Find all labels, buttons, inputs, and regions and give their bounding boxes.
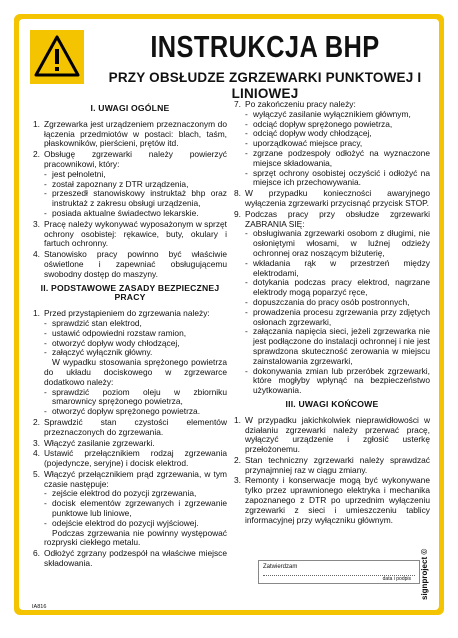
sub-item: - został zapoznany z DTR urządzenia, xyxy=(44,178,189,189)
list-item: 4. Stanowisko pracy powinno być właściwie oświetlone i zapewniać obsługującemu swobodny dostęp do maszyny. xyxy=(33,249,227,279)
date-sign-label: data i podpis xyxy=(382,576,411,582)
sub-item: - odejście elektrod do pozycji wyjściowej. xyxy=(44,517,199,528)
warning-triangle-icon xyxy=(30,30,84,84)
sub-item: - dokonywania zmian lub przeróbek zgrzewarki, które mogłyby wpłynąć na bezpieczeństwo użytkowania. xyxy=(245,365,430,396)
list-item: 6. Odłożyć zgrzany podzespół na właściwe miejsce składowania. xyxy=(33,548,227,569)
sub-item: - załączyć wyłącznik główny. xyxy=(44,347,153,358)
section-heading: III. UWAGI KOŃCOWE xyxy=(285,398,379,409)
sub-item: - docisk elementów zgrzewanych i zgrzewanie punktowe lub liniowe, xyxy=(44,498,227,519)
list-item: 7. Po zakończeniu pracy należy: - wyłączyć zasilanie wyłącznikiem głównym, - odciąć dopływ sprężonego powietrza, - odciąć dopływ wody chłodzącej, - uporządkować miejsce pracy, - zgrzane podzespoły odłożyć na wyznaczone miejsce składowania, - sprzęt ochrony osobistej oczyścić i odłożyć na miejsce ich przechowywania. xyxy=(234,99,430,188)
list-item: 5. Włączyć przełącznikiem prąd zgrzewania, w tym czasie następuje: - zejście elektrod do pozycji zgrzewania, - docisk elementów zgrzewanych i zgrzewanie punktowe lub liniowe, - odejście elektrod do pozycji wyjściowej. Podczas zgrzewania nie powinny występować rozpryski ciekłego metalu. xyxy=(33,468,227,548)
approval-label: Zatwierdzam xyxy=(263,564,298,570)
list-item: 1. Zgrzewarka jest urządzeniem przeznaczonym do łączenia przedmiotów w postaci: blach, taśm, płaskowników, pierścieni, prętów itd. xyxy=(33,118,227,149)
sub-item: - przeszedł stanowiskowy instruktaż bhp oraz instruktaż z zakresu obsługi urządzenia, xyxy=(44,188,227,209)
left-column xyxy=(33,100,227,570)
list-item: 3. Remonty i konserwacje mogą być wykonywane tylko przez uprawnionego elektryka i mechanika zapoznanego z DTR po uprzednim wyłączeniu zgrzewarki z sieci i umieszczeniu tablicy informacyjnej przy wyłączniku głównym. xyxy=(234,475,430,525)
sub-item: - obsługiwania zgrzewarki osobom z długimi, nie osłoniętymi włosami, w luźnej odzieży ochronnej oraz noszącym biżuterię, xyxy=(245,228,430,258)
list-item: 2. Stan techniczny zgrzewarki należy sprawdzać przynajmniej raz w ciągu zmiany. xyxy=(234,454,430,475)
sub-item: - odciąć dopływ sprężonego powietrza, xyxy=(245,118,393,129)
product-code: IA816 xyxy=(32,604,47,610)
sub-item: - ustawić odpowiedni rozstaw ramion, xyxy=(44,327,187,338)
brand-mark: signproject © xyxy=(420,548,429,600)
list-item: 4. Ustawić przełącznikiem rodzaj zgrzewania (pojedyncze, seryjne) i docisk elektrod. xyxy=(33,448,227,469)
sub-item: - sprawdzić poziom oleju w zbiorniku smarownicy sprężonego powietrza, xyxy=(44,386,227,407)
sub-item: - odciąć dopływ wody chłodzącej, xyxy=(245,128,372,139)
list-item: 1. Przed przystąpieniem do zgrzewania należy: - sprawdzić stan elektrod, - ustawić odpowiedni rozstaw ramion, - otworzyć dopływ wody chłodzącej, - załączyć wyłącznik główny. W wypadku stosowania sprężonego powietrza do układu dociskowego w zgrzewarce dodatkowo należy: - sprawdzić poziom oleju w zbiorniku smarownicy sprężonego powietrza, - otworzyć dopływ sprężonego powietrza. xyxy=(33,308,227,417)
section-heading: II. PODSTAWOWE ZASADY BEZPIECZNEJ PRACY xyxy=(40,282,220,303)
sub-item: - sprawdzić stan elektrod, xyxy=(44,317,142,328)
sub-item: - zejście elektrod do pozycji zgrzewania, xyxy=(44,488,197,499)
sub-item: - zgrzane podzespoły odłożyć na wyznaczone miejsce składowania, xyxy=(245,147,430,168)
list-item: 1. W przypadku jakichkolwiek nieprawidłowości w działaniu zgrzewarki należy przerwać pracę, wyłączyć urządzenie i zgłosić usterkę przełożonemu. xyxy=(234,414,430,455)
section-heading: I. UWAGI OGÓLNE xyxy=(90,103,170,113)
sub-item: - jest pełnoletni, xyxy=(44,168,106,179)
sub-item: - załączania napięcia sieci, jeżeli zgrzewarka nie jest podłączone do instalacji ochronnej i nie jest sprawdzona skuteczność zerowania w miejscu zainstalowania zgrzewarki, xyxy=(245,326,430,366)
page-title: INSTRUKCJA BHP xyxy=(150,29,380,64)
list-item: 2. Obsługę zgrzewarki należy powierzyć pracownikowi, który: - jest pełnoletni, - został zapoznany z DTR urządzenia, - przeszedł stanowiskowy instruktaż bhp oraz instruktaż z zakresu obsługi urządzenia, - posiada aktualne świadectwo lekarskie. xyxy=(33,149,227,218)
sub-item: - prowadzenia procesu zgrzewania przy zdjętych osłonach zgrzewarki, xyxy=(245,306,430,327)
sub-item: - dotykania podczas pracy elektrod, nagrzane elektrody mogą poparzyć ręce, xyxy=(245,277,430,298)
list-item: 3. Włączyć zasilanie zgrzewarki. xyxy=(33,437,155,448)
list-item: 9. Podczas pracy przy obsłudze zgrzewarki ZABRANIA SIĘ: - obsługiwania zgrzewarki osobom z długimi, nie osłoniętymi włosami, w luźnej odzieży ochronnej oraz noszącym biżuterię, - wkładania rąk w przestrzeń między elektrodami, - dotykania podczas pracy elektrod, nagrzane elektrody mogą poparzyć ręce, - dopuszczania do pracy osób postronnych, - prowadzenia procesu zgrzewania przy zdjętych osłonach zgrzewarki, - załączania napięcia sieci, jeżeli zgrzewarka nie jest podłączone do instalacji ochronnej i nie jest sprawdzona skuteczność zerowania w miejscu zainstalowania zgrzewarki, - dokonywania zmian lub przeróbek zgrzewarki, które mogłyby wpłynąć na bezpieczeństwo użytkowania. xyxy=(234,208,430,396)
right-column xyxy=(234,100,430,526)
approval-box xyxy=(258,560,420,584)
sub-item: - otworzyć dopływ wody chłodzącej, xyxy=(44,337,180,348)
sub-item: - posiada aktualne świadectwo lekarskie. xyxy=(44,207,199,218)
list-item: 3. Pracę należy wykonywać wyposażonym w sprzęt ochrony osobistej: rękawice, buty, okulary i fartuch ochronny. xyxy=(33,218,227,249)
sub-item: - uporządkować miejsce pracy, xyxy=(245,138,363,149)
list-item: 2. Sprawdzić stan czystości elementów przeznaczonych do zgrzewania. xyxy=(33,416,227,437)
page-subtitle: PRZY OBSŁUDZE ZGRZEWARKI PUNKTOWEJ I LINIOWEJ xyxy=(108,70,422,101)
list-item: 8. W przypadku konieczności awaryjnego wyłączenia zgrzewarki przycisnąć przycisk STOP. xyxy=(234,188,430,208)
sub-item: - sprzęt ochrony osobistej oczyścić i odłożyć na miejsce ich przechowywania. xyxy=(245,167,430,188)
sub-item: - otworzyć dopływ sprężonego powietrza. xyxy=(44,406,201,417)
sub-item: - wkładania rąk w przestrzeń między elektrodami, xyxy=(245,257,430,278)
sub-item: - wyłączyć zasilanie wyłącznikiem głównym, xyxy=(245,108,411,119)
sub-item: - dopuszczania do pracy osób postronnych, xyxy=(245,296,410,307)
